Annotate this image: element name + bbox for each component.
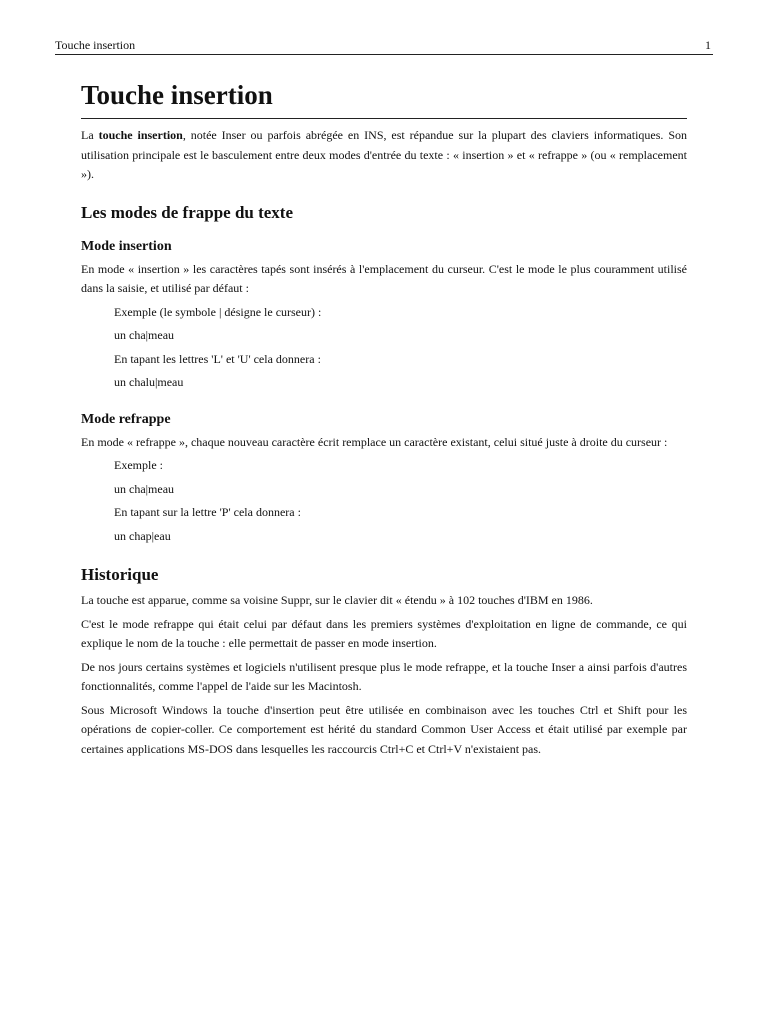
refrappe-example-instruction: En tapant sur la lettre 'P' cela donnera :: [114, 505, 301, 519]
running-header-title: Touche insertion: [55, 38, 136, 52]
intro-bold-term: touche insertion: [98, 128, 183, 142]
insertion-example-intro: Exemple (le symbole | désigne le curseur) :: [114, 304, 322, 319]
intro-pre: La: [81, 128, 99, 142]
subsection-heading-refrappe: Mode refrappe: [81, 411, 171, 427]
intro-post: , notée Inser ou parfois abrégée en INS, est répandue sur la plupart des claviers informatiques. Son utilisation principale est le basculement entre deux modes d'entrée du texte : « insertion » et « refrappe » (ou « remplacement »).: [81, 128, 687, 181]
history-paragraph-3: De nos jours certains systèmes et logiciels n'utilisent presque plus le mode refrappe, et la touche Inser a ainsi parfois d'autres fonctionnalités, comme l'appel de l'aide sur les Macintosh.: [81, 659, 687, 693]
refrappe-paragraph: En mode « refrappe », chaque nouveau caractère écrit remplace un caractère existant, celui situé juste à droite du curseur :: [81, 434, 668, 449]
insertion-example-instruction: En tapant les lettres 'L' et 'U' cela donnera :: [114, 351, 321, 366]
refrappe-example-intro: Exemple :: [114, 458, 163, 472]
refrappe-example-after: un chap|eau: [114, 528, 171, 543]
intro-paragraph: [81, 126, 687, 185]
subsection-heading-insertion: Mode insertion: [81, 238, 172, 254]
history-paragraph-2: C'est le mode refrappe qui était celui par défaut dans les premiers systèmes d'exploitation en ligne de commande, ce qui explique le nom de la touche : elle permettait de passer en mode insertion.: [81, 616, 687, 650]
page-number: 1: [705, 38, 711, 52]
insertion-example-after: un chalu|meau: [114, 375, 184, 389]
insertion-paragraph: En mode « insertion » les caractères tapés sont insérés à l'emplacement du curseur. C'est le mode le plus couramment utilisé dans la saisie, et utilisé par défaut :: [81, 261, 687, 295]
insertion-example-before: un cha|meau: [114, 328, 175, 342]
section-heading-historique: Historique: [81, 565, 159, 584]
history-paragraph-4: Sous Microsoft Windows la touche d'insertion peut être utilisée en combinaison avec les touches Ctrl et Shift pour les opérations de copier-coller. Ce comportement est hérité du standard Common User Access et était utilisé par exemple par certaines applications MS-DOS dans lesquelles les raccourcis Ctrl+C et Ctrl+V n'existaient pas.: [81, 702, 687, 756]
page-header: [55, 37, 713, 55]
section-heading-modes: Les modes de frappe du texte: [81, 202, 294, 222]
page-title: Touche insertion: [81, 78, 687, 119]
refrappe-example-before: un cha|meau: [114, 481, 175, 496]
article-body: [81, 78, 687, 759]
history-paragraph-1: La touche est apparue, comme sa voisine Suppr, sur le clavier dit « étendu » à 102 touches d'IBM en 1986.: [81, 593, 593, 607]
